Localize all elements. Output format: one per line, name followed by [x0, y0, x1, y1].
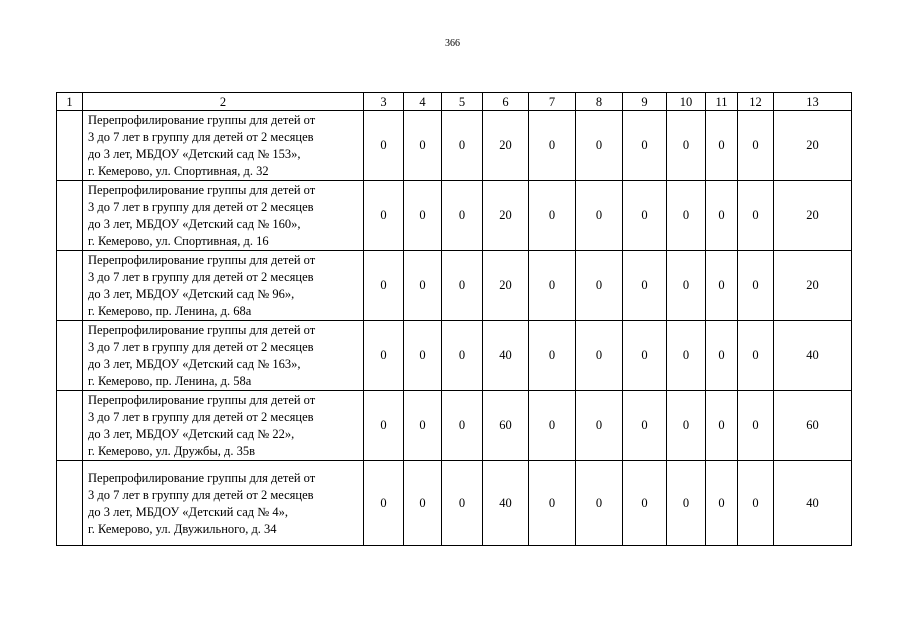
value-cell-col-5: 0 — [442, 461, 483, 546]
value-cell-col-10: 0 — [667, 251, 706, 321]
column-header-11: 11 — [706, 93, 738, 111]
column-header-6: 6 — [483, 93, 529, 111]
value-cell-col-3: 0 — [364, 181, 404, 251]
value-cell-col-7: 0 — [529, 251, 576, 321]
value-cell-col-9: 0 — [623, 111, 667, 181]
value-cell-col-6: 20 — [483, 181, 529, 251]
description-line: г. Кемерово, ул. Дружбы, д. 35в — [88, 444, 256, 458]
value-cell-col-13: 40 — [774, 461, 852, 546]
description-line: г. Кемерово, пр. Ленина, д. 58а — [88, 374, 252, 388]
description-line: 3 до 7 лет в группу для детей от 2 месяцев — [88, 270, 314, 284]
value-cell-col-13: 20 — [774, 111, 852, 181]
description-line: Перепрофилирование группы для детей от — [88, 323, 316, 337]
page-number: 366 — [445, 38, 460, 49]
value-cell-col-8: 0 — [576, 321, 623, 391]
description-line: г. Кемерово, ул. Спортивная, д. 32 — [88, 164, 269, 178]
value-cell-col-12: 0 — [738, 461, 774, 546]
value-cell-col-13: 20 — [774, 251, 852, 321]
value-cell-col-12: 0 — [738, 391, 774, 461]
table-header-row — [57, 93, 852, 111]
description-line: 3 до 7 лет в группу для детей от 2 месяцев — [88, 410, 314, 424]
table-row — [57, 461, 852, 546]
value-cell-col-11: 0 — [706, 391, 738, 461]
value-cell-col-11: 0 — [706, 251, 738, 321]
column-header-13: 13 — [774, 93, 852, 111]
value-cell-col-3: 0 — [364, 111, 404, 181]
description-cell — [83, 181, 364, 251]
column-header-8: 8 — [576, 93, 623, 111]
table-row — [57, 321, 852, 391]
value-cell-col-3: 0 — [364, 391, 404, 461]
description-line: 3 до 7 лет в группу для детей от 2 месяцев — [88, 340, 314, 354]
value-cell-col-12: 0 — [738, 111, 774, 181]
table-row — [57, 181, 852, 251]
value-cell-col-3: 0 — [364, 321, 404, 391]
table-row — [57, 251, 852, 321]
description-cell — [83, 251, 364, 321]
value-cell-col-6: 40 — [483, 461, 529, 546]
value-cell-col-5: 0 — [442, 251, 483, 321]
value-cell-col-10: 0 — [667, 181, 706, 251]
value-cell-col-4: 0 — [404, 111, 442, 181]
value-cell-col-5: 0 — [442, 391, 483, 461]
value-cell-col-5: 0 — [442, 111, 483, 181]
column-header-9: 9 — [623, 93, 667, 111]
description-line: г. Кемерово, пр. Ленина, д. 68а — [88, 304, 252, 318]
value-cell-col-4: 0 — [404, 181, 442, 251]
value-cell-col-8: 0 — [576, 111, 623, 181]
value-cell-col-13: 60 — [774, 391, 852, 461]
value-cell-col-3: 0 — [364, 251, 404, 321]
description-line: до 3 лет, МБДОУ «Детский сад № 22», — [88, 427, 295, 441]
row-number-cell — [57, 321, 83, 391]
value-cell-col-11: 0 — [706, 321, 738, 391]
description-line: 3 до 7 лет в группу для детей от 2 месяцев — [88, 130, 314, 144]
value-cell-col-6: 20 — [483, 111, 529, 181]
value-cell-col-9: 0 — [623, 461, 667, 546]
description-line: до 3 лет, МБДОУ «Детский сад № 96», — [88, 287, 295, 301]
value-cell-col-7: 0 — [529, 461, 576, 546]
value-cell-col-4: 0 — [404, 251, 442, 321]
value-cell-col-12: 0 — [738, 321, 774, 391]
value-cell-col-6: 20 — [483, 251, 529, 321]
description-line: г. Кемерово, ул. Двужильного, д. 34 — [88, 521, 277, 536]
program-table — [56, 92, 852, 546]
description-line: Перепрофилирование группы для детей от — [88, 183, 316, 197]
description-line: до 3 лет, МБДОУ «Детский сад № 163», — [88, 357, 301, 371]
value-cell-col-12: 0 — [738, 181, 774, 251]
description-cell — [83, 321, 364, 391]
value-cell-col-8: 0 — [576, 461, 623, 546]
value-cell-col-9: 0 — [623, 391, 667, 461]
value-cell-col-8: 0 — [576, 251, 623, 321]
value-cell-col-11: 0 — [706, 461, 738, 546]
value-cell-col-7: 0 — [529, 321, 576, 391]
description-line: Перепрофилирование группы для детей от — [88, 393, 316, 407]
description-cell — [83, 391, 364, 461]
value-cell-col-7: 0 — [529, 111, 576, 181]
value-cell-col-12: 0 — [738, 251, 774, 321]
value-cell-col-4: 0 — [404, 461, 442, 546]
value-cell-col-9: 0 — [623, 251, 667, 321]
table-row — [57, 111, 852, 181]
value-cell-col-6: 60 — [483, 391, 529, 461]
value-cell-col-5: 0 — [442, 321, 483, 391]
description-line: 3 до 7 лет в группу для детей от 2 месяцев — [88, 487, 314, 502]
value-cell-col-10: 0 — [667, 321, 706, 391]
column-header-12: 12 — [738, 93, 774, 111]
description-line: до 3 лет, МБДОУ «Детский сад № 153», — [88, 147, 301, 161]
description-line: г. Кемерово, ул. Спортивная, д. 16 — [88, 234, 269, 248]
description-line: до 3 лет, МБДОУ «Детский сад № 160», — [88, 217, 301, 231]
value-cell-col-8: 0 — [576, 181, 623, 251]
column-header-1: 1 — [57, 93, 83, 111]
value-cell-col-8: 0 — [576, 391, 623, 461]
row-number-cell — [57, 251, 83, 321]
description-cell — [83, 111, 364, 181]
description-line: Перепрофилирование группы для детей от — [88, 253, 316, 267]
column-header-4: 4 — [404, 93, 442, 111]
value-cell-col-10: 0 — [667, 461, 706, 546]
row-number-cell — [57, 111, 83, 181]
description-cell — [83, 461, 364, 546]
description-line: Перепрофилирование группы для детей от — [88, 113, 316, 127]
row-number-cell — [57, 391, 83, 461]
value-cell-col-10: 0 — [667, 111, 706, 181]
column-header-2: 2 — [83, 93, 364, 111]
value-cell-col-9: 0 — [623, 321, 667, 391]
description-line: 3 до 7 лет в группу для детей от 2 месяцев — [88, 200, 314, 214]
description-line: до 3 лет, МБДОУ «Детский сад № 4», — [88, 504, 288, 519]
value-cell-col-13: 40 — [774, 321, 852, 391]
value-cell-col-5: 0 — [442, 181, 483, 251]
column-header-3: 3 — [364, 93, 404, 111]
value-cell-col-10: 0 — [667, 391, 706, 461]
value-cell-col-4: 0 — [404, 391, 442, 461]
description-line: Перепрофилирование группы для детей от — [88, 470, 316, 485]
row-number-cell — [57, 461, 83, 546]
column-header-5: 5 — [442, 93, 483, 111]
value-cell-col-7: 0 — [529, 391, 576, 461]
table-row — [57, 391, 852, 461]
value-cell-col-11: 0 — [706, 111, 738, 181]
value-cell-col-3: 0 — [364, 461, 404, 546]
value-cell-col-11: 0 — [706, 181, 738, 251]
column-header-7: 7 — [529, 93, 576, 111]
value-cell-col-4: 0 — [404, 321, 442, 391]
value-cell-col-6: 40 — [483, 321, 529, 391]
value-cell-col-9: 0 — [623, 181, 667, 251]
value-cell-col-7: 0 — [529, 181, 576, 251]
column-header-10: 10 — [667, 93, 706, 111]
value-cell-col-13: 20 — [774, 181, 852, 251]
row-number-cell — [57, 181, 83, 251]
